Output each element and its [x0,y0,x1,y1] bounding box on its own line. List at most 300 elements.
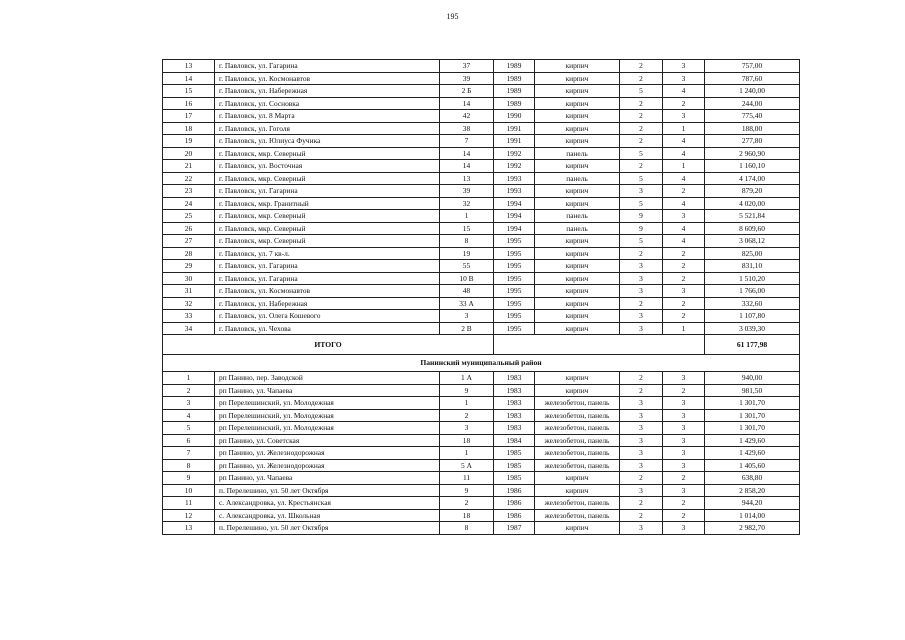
floors-cell: 3 [620,272,663,285]
house-number-cell: 2 В [440,322,494,335]
address-cell: рп Панино, ул. Чапаева [215,472,440,485]
address-cell: г. Павловск, ул. Чехова [215,322,440,335]
table-row [163,285,800,298]
entrances-cell: 3 [663,522,705,535]
year-cell: 1983 [494,422,535,435]
area-cell: 944,20 [705,497,800,510]
entrances-cell: 3 [663,110,705,123]
entrances-cell: 3 [663,447,705,460]
floors-cell: 9 [620,222,663,235]
row-number-cell: 6 [163,434,215,447]
material-cell: кирпич [535,235,620,248]
row-number-cell: 15 [163,85,215,98]
floors-cell: 3 [620,285,663,298]
entrances-cell: 3 [663,60,705,73]
house-number-cell: 55 [440,260,494,273]
entrances-cell: 1 [663,322,705,335]
floors-cell: 5 [620,197,663,210]
entrances-cell: 2 [663,472,705,485]
area-cell: 1 510,20 [705,272,800,285]
row-number-cell: 29 [163,260,215,273]
address-cell: г. Павловск, ул. Гагарина [215,60,440,73]
floors-cell: 3 [620,260,663,273]
material-cell: кирпич [535,260,620,273]
region-title: Панинский муниципальный район [163,355,800,372]
row-number-cell: 18 [163,122,215,135]
house-number-cell: 5 А [440,459,494,472]
year-cell: 1984 [494,434,535,447]
year-cell: 1986 [494,484,535,497]
year-cell: 1995 [494,285,535,298]
table-row [163,310,800,323]
year-cell: 1991 [494,135,535,148]
address-cell: г. Павловск, ул. Гоголя [215,122,440,135]
entrances-cell: 4 [663,235,705,248]
year-cell: 1995 [494,235,535,248]
table-row [163,409,800,422]
address-cell: г. Павловск, ул. Набережная [215,85,440,98]
material-cell: кирпич [535,97,620,110]
area-cell: 2 960,90 [705,147,800,160]
region-header-row [163,355,800,372]
entrances-cell: 3 [663,372,705,385]
material-cell: кирпич [535,135,620,148]
entrances-cell: 2 [663,497,705,510]
table-row [163,297,800,310]
area-cell: 1 429,60 [705,447,800,460]
house-number-cell: 9 [440,484,494,497]
material-cell: кирпич [535,384,620,397]
entrances-cell: 2 [663,272,705,285]
year-cell: 1995 [494,297,535,310]
area-cell: 4 174,00 [705,172,800,185]
house-number-cell: 37 [440,60,494,73]
year-cell: 1994 [494,197,535,210]
table-row [163,147,800,160]
address-cell: г. Павловск, ул. Восточная [215,160,440,173]
house-number-cell: 1 А [440,372,494,385]
table-row [163,172,800,185]
address-cell: с. Александровка, ул. Крестьянская [215,497,440,510]
total-spacer [494,335,705,355]
entrances-cell: 2 [663,97,705,110]
table-row [163,60,800,73]
material-cell: панель [535,172,620,185]
table-row [163,185,800,198]
table-row [163,322,800,335]
row-number-cell: 21 [163,160,215,173]
row-number-cell: 25 [163,210,215,223]
table-row [163,247,800,260]
entrances-cell: 1 [663,122,705,135]
year-cell: 1985 [494,472,535,485]
total-label: ИТОГО [163,335,494,355]
entrances-cell: 3 [663,459,705,472]
address-cell: рп Панино, ул. Чапаева [215,384,440,397]
material-cell: панель [535,147,620,160]
entrances-cell: 2 [663,260,705,273]
year-cell: 1995 [494,260,535,273]
row-number-cell: 20 [163,147,215,160]
table-row [163,160,800,173]
table-row [163,97,800,110]
entrances-cell: 2 [663,185,705,198]
material-cell: железобетон, панель [535,509,620,522]
material-cell: железобетон, панель [535,497,620,510]
material-cell: панель [535,222,620,235]
address-cell: г. Павловск, ул. Гагарина [215,185,440,198]
floors-cell: 3 [620,310,663,323]
floors-cell: 2 [620,110,663,123]
address-cell: г. Павловск, ул. Гагарина [215,260,440,273]
entrances-cell: 3 [663,210,705,223]
floors-cell: 3 [620,522,663,535]
row-number-cell: 26 [163,222,215,235]
area-cell: 8 609,60 [705,222,800,235]
year-cell: 1992 [494,147,535,160]
house-number-cell: 39 [440,72,494,85]
area-cell: 1 301,70 [705,409,800,422]
address-cell: г. Павловск, ул. Олега Кошевого [215,310,440,323]
table-row [163,235,800,248]
row-number-cell: 3 [163,397,215,410]
row-number-cell: 11 [163,497,215,510]
house-number-cell: 15 [440,222,494,235]
year-cell: 1983 [494,384,535,397]
row-number-cell: 16 [163,97,215,110]
floors-cell: 3 [620,447,663,460]
table-row [163,509,800,522]
area-cell: 825,00 [705,247,800,260]
floors-cell: 2 [620,297,663,310]
row-number-cell: 33 [163,310,215,323]
floors-cell: 5 [620,85,663,98]
area-cell: 332,60 [705,297,800,310]
year-cell: 1994 [494,210,535,223]
table-row [163,384,800,397]
material-cell: кирпич [535,310,620,323]
address-cell: г. Павловск, ул. Юлиуса Фучика [215,135,440,148]
row-number-cell: 13 [163,60,215,73]
table-row [163,197,800,210]
house-number-cell: 18 [440,509,494,522]
house-number-cell: 32 [440,197,494,210]
material-cell: кирпич [535,72,620,85]
area-cell: 3 068,12 [705,235,800,248]
address-cell: п. Перелешино, ул. 50 лет Октября [215,484,440,497]
area-cell: 879,20 [705,185,800,198]
material-cell: кирпич [535,472,620,485]
address-cell: г. Павловск, ул. 7 кв-л. [215,247,440,260]
row-number-cell: 17 [163,110,215,123]
address-cell: г. Павловск, ул. Набережная [215,297,440,310]
table-row [163,372,800,385]
floors-cell: 2 [620,509,663,522]
row-number-cell: 23 [163,185,215,198]
house-number-cell: 18 [440,434,494,447]
year-cell: 1990 [494,110,535,123]
address-cell: рп Панино, ул. Железнодорожная [215,447,440,460]
address-cell: рп Перелешинский, ул. Молодежная [215,397,440,410]
house-number-cell: 14 [440,97,494,110]
address-cell: г. Павловск, ул. Космонавтов [215,285,440,298]
area-cell: 1 160,10 [705,160,800,173]
row-number-cell: 8 [163,459,215,472]
area-cell: 277,80 [705,135,800,148]
page-number: 195 [446,12,459,21]
material-cell: кирпич [535,322,620,335]
area-cell: 244,00 [705,97,800,110]
row-number-cell: 31 [163,285,215,298]
floors-cell: 5 [620,235,663,248]
material-cell: кирпич [535,60,620,73]
entrances-cell: 4 [663,222,705,235]
pavlovsk-rows [163,60,800,335]
address-cell: рп Перелешинский, ул. Молодежная [215,409,440,422]
entrances-cell: 3 [663,484,705,497]
row-number-cell: 24 [163,197,215,210]
area-cell: 1 429,60 [705,434,800,447]
year-cell: 1985 [494,447,535,460]
total-value: 61 177,98 [705,335,800,355]
floors-cell: 2 [620,135,663,148]
row-number-cell: 32 [163,297,215,310]
entrances-cell: 2 [663,247,705,260]
house-number-cell: 19 [440,247,494,260]
row-number-cell: 19 [163,135,215,148]
address-cell: г. Павловск, ул. Гагарина [215,272,440,285]
year-cell: 1995 [494,272,535,285]
address-cell: г. Павловск, мкр. Северный [215,235,440,248]
year-cell: 1986 [494,509,535,522]
floors-cell: 9 [620,210,663,223]
material-cell: железобетон, панель [535,434,620,447]
material-cell: кирпич [535,372,620,385]
address-cell: рп Перелешинский, ул. Молодежная [215,422,440,435]
floors-cell: 2 [620,472,663,485]
house-number-cell: 42 [440,110,494,123]
house-number-cell: 11 [440,472,494,485]
year-cell: 1995 [494,310,535,323]
year-cell: 1995 [494,322,535,335]
table-row [163,484,800,497]
floors-cell: 5 [620,147,663,160]
entrances-cell: 4 [663,147,705,160]
floors-cell: 2 [620,247,663,260]
address-cell: г. Павловск, мкр. Гранитный [215,197,440,210]
row-number-cell: 2 [163,384,215,397]
row-number-cell: 4 [163,409,215,422]
year-cell: 1983 [494,397,535,410]
year-cell: 1993 [494,172,535,185]
floors-cell: 3 [620,459,663,472]
area-cell: 940,00 [705,372,800,385]
table-row [163,447,800,460]
material-cell: кирпич [535,247,620,260]
house-number-cell: 7 [440,135,494,148]
area-cell: 4 020,00 [705,197,800,210]
area-cell: 775,40 [705,110,800,123]
address-cell: рп Панино, ул. Советская [215,434,440,447]
row-number-cell: 1 [163,372,215,385]
floors-cell: 2 [620,122,663,135]
floors-cell: 3 [620,397,663,410]
material-cell: кирпич [535,297,620,310]
address-cell: г. Павловск, ул. Космонавтов [215,72,440,85]
entrances-cell: 3 [663,434,705,447]
floors-cell: 2 [620,72,663,85]
address-cell: г. Павловск, мкр. Северный [215,210,440,223]
row-number-cell: 27 [163,235,215,248]
house-number-cell: 2 [440,409,494,422]
table-row [163,135,800,148]
table-row [163,122,800,135]
row-number-cell: 9 [163,472,215,485]
entrances-cell: 2 [663,384,705,397]
table-row [163,260,800,273]
area-cell: 188,00 [705,122,800,135]
house-number-cell: 1 [440,210,494,223]
house-number-cell: 2 [440,497,494,510]
address-cell: п. Перелешино, ул. 50 лет Октября [215,522,440,535]
year-cell: 1992 [494,160,535,173]
material-cell: кирпич [535,110,620,123]
house-number-cell: 33 А [440,297,494,310]
year-cell: 1983 [494,372,535,385]
row-number-cell: 13 [163,522,215,535]
total-row [163,335,800,355]
material-cell: кирпич [535,85,620,98]
year-cell: 1991 [494,122,535,135]
material-cell: кирпич [535,285,620,298]
material-cell: панель [535,210,620,223]
entrances-cell: 4 [663,135,705,148]
table-row [163,522,800,535]
floors-cell: 2 [620,372,663,385]
year-cell: 1986 [494,497,535,510]
floors-cell: 2 [620,497,663,510]
house-number-cell: 14 [440,160,494,173]
house-number-cell: 1 [440,397,494,410]
table-row [163,110,800,123]
table-row [163,472,800,485]
material-cell: кирпич [535,160,620,173]
area-cell: 638,80 [705,472,800,485]
entrances-cell: 3 [663,285,705,298]
house-number-cell: 8 [440,522,494,535]
material-cell: кирпич [535,272,620,285]
area-cell: 1 766,00 [705,285,800,298]
entrances-cell: 2 [663,509,705,522]
entrances-cell: 3 [663,397,705,410]
area-cell: 3 039,30 [705,322,800,335]
house-number-cell: 8 [440,235,494,248]
entrances-cell: 2 [663,297,705,310]
address-cell: г. Павловск, мкр. Северный [215,147,440,160]
house-number-cell: 38 [440,122,494,135]
year-cell: 1989 [494,60,535,73]
row-number-cell: 34 [163,322,215,335]
address-cell: рп Панино, пер. Заводской [215,372,440,385]
house-number-cell: 39 [440,185,494,198]
table-row [163,434,800,447]
row-number-cell: 22 [163,172,215,185]
table-row [163,72,800,85]
house-number-cell: 3 [440,310,494,323]
house-number-cell: 3 [440,422,494,435]
table-row [163,272,800,285]
row-number-cell: 12 [163,509,215,522]
table-row [163,210,800,223]
address-cell: г. Павловск, ул. Сосновка [215,97,440,110]
area-cell: 981,50 [705,384,800,397]
entrances-cell: 4 [663,85,705,98]
housing-table [162,59,800,535]
year-cell: 1995 [494,247,535,260]
panino-rows [163,372,800,535]
row-number-cell: 10 [163,484,215,497]
entrances-cell: 4 [663,197,705,210]
area-cell: 1 405,60 [705,459,800,472]
address-cell: с. Александровка, ул. Школьная [215,509,440,522]
floors-cell: 3 [620,484,663,497]
entrances-cell: 1 [663,160,705,173]
year-cell: 1993 [494,185,535,198]
floors-cell: 3 [620,422,663,435]
year-cell: 1985 [494,459,535,472]
address-cell: г. Павловск, мкр. Северный [215,172,440,185]
address-cell: г. Павловск, ул. 8 Марта [215,110,440,123]
material-cell: кирпич [535,522,620,535]
area-cell: 1 107,80 [705,310,800,323]
material-cell: кирпич [535,122,620,135]
table-row [163,85,800,98]
material-cell: кирпич [535,484,620,497]
table-row [163,222,800,235]
table-row [163,422,800,435]
material-cell: кирпич [535,185,620,198]
floors-cell: 2 [620,160,663,173]
area-cell: 1 240,00 [705,85,800,98]
year-cell: 1989 [494,72,535,85]
house-number-cell: 14 [440,147,494,160]
year-cell: 1994 [494,222,535,235]
floors-cell: 5 [620,172,663,185]
area-cell: 787,60 [705,72,800,85]
row-number-cell: 5 [163,422,215,435]
entrances-cell: 3 [663,72,705,85]
floors-cell: 3 [620,409,663,422]
floors-cell: 3 [620,185,663,198]
floors-cell: 2 [620,97,663,110]
address-cell: г. Павловск, мкр. Северный [215,222,440,235]
area-cell: 1 301,70 [705,397,800,410]
material-cell: железобетон, панель [535,447,620,460]
house-number-cell: 10 В [440,272,494,285]
material-cell: кирпич [535,197,620,210]
house-number-cell: 2 Б [440,85,494,98]
address-cell: рп Панино, ул. Железнодорожная [215,459,440,472]
row-number-cell: 14 [163,72,215,85]
row-number-cell: 28 [163,247,215,260]
year-cell: 1983 [494,409,535,422]
floors-cell: 2 [620,384,663,397]
floors-cell: 3 [620,322,663,335]
area-cell: 2 858,20 [705,484,800,497]
total-section [163,335,800,372]
house-number-cell: 1 [440,447,494,460]
area-cell: 1 014,00 [705,509,800,522]
